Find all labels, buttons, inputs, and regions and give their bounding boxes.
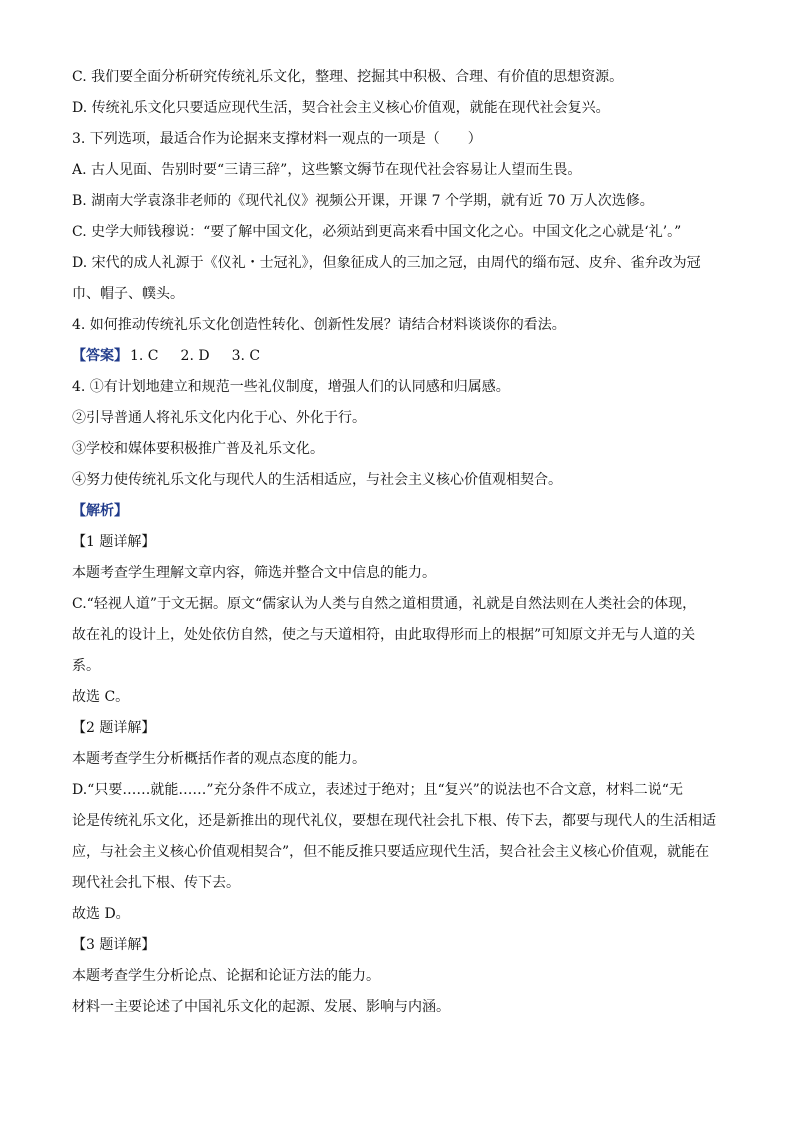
answer-2: 2. D (180, 348, 210, 364)
q1-line-4: 系。 (72, 658, 100, 674)
q3-detail-line-2: 材料一主要论述了中国礼乐文化的起源、发展、影响与内涵。 (72, 999, 450, 1015)
answer4-line-1: 4. ①有计划地建立和规范一些礼仪制度，增强人们的认同感和归属感。 (72, 379, 510, 395)
q1-line-2: C.“轻视人道”于文无据。原文“儒家认为人类与自然之道相贯通，礼就是自然法则在人类社会的体现， (72, 596, 697, 612)
q3-detail-line-1: 本题考查学生分析论点、论据和论证方法的能力。 (72, 968, 380, 984)
q3-option-d: D. 宋代的成人礼源于《仪礼・士冠礼》，但象征成人的三加之冠，由周代的缁布冠、皮弁、雀弁改为冠 (72, 255, 701, 271)
answer-row (72, 341, 722, 372)
option-d-line: D. 传统礼乐文化只要适应现代生活，契合社会主义核心价值观，就能在现代社会复兴。 (72, 100, 610, 116)
answer-3: 3. C (231, 348, 261, 364)
answer-label: 【答案】 (72, 348, 128, 364)
q3-heading: 【3 题详解】 (72, 937, 156, 953)
answer4-line-3: ③学校和媒体要积极推广普及礼乐文化。 (72, 441, 324, 457)
q2-line-6: 故选 D。 (72, 906, 130, 922)
answer-1: 1. C (130, 348, 159, 364)
q2-line-1: 本题考查学生分析概括作者的观点态度的能力。 (72, 751, 366, 767)
q1-line-1: 本题考查学生理解文章内容，筛选并整合文中信息的能力。 (72, 565, 436, 581)
document-page (72, 62, 722, 1023)
question-4: 4. 如何推动传统礼乐文化创造性转化、创新性发展？请结合材料谈谈你的看法。 (72, 317, 566, 333)
q2-line-3: 论是传统礼乐文化，还是新推出的现代礼仪，要想在现代社会扎下根、传下去，都要与现代人的生活相适 (72, 813, 716, 829)
q2-line-2: D.“只要……就能……”充分条件不成立，表述过于绝对；且“复兴”的说法也不合文意，材料二说“无 (72, 782, 683, 798)
analysis-label: 【解析】 (72, 503, 128, 519)
q1-line-3: 故在礼的设计上，处处依仿自然，使之与天道相符，由此取得形而上的根据”可知原文并无与人道的关 (72, 627, 696, 643)
q3-option-c: C. 史学大师钱穆说：“要了解中国文化，必须站到更高来看中国文化之心。中国文化之心就是‘礼’。” (72, 224, 682, 240)
q2-line-5: 现代社会扎下根、传下去。 (72, 875, 240, 891)
q3-option-b: B. 湖南大学袁涤非老师的《现代礼仪》视频公开课，开课 7 个学期，就有近 70 万人次选修。 (72, 193, 654, 209)
q1-heading: 【1 题详解】 (72, 534, 156, 550)
option-c-line: C. 我们要全面分析研究传统礼乐文化，整理、挖掘其中积极、合理、有价值的思想资源。 (72, 69, 624, 85)
q1-line-5: 故选 C。 (72, 689, 130, 705)
answer4-line-2: ②引导普通人将礼乐文化内化于心、外化于行。 (72, 410, 366, 426)
question-3: 3. 下列选项，最适合作为论据来支撑材料一观点的一项是（ ） (72, 131, 482, 147)
q3-option-a: A. 古人见面、告别时要“三请三辞”，这些繁文缛节在现代社会容易让人望而生畏。 (72, 162, 582, 178)
q2-heading: 【2 题详解】 (72, 720, 156, 736)
q3-option-d-cont: 巾、帽子、幞头。 (72, 286, 184, 302)
answer4-line-4: ④努力使传统礼乐文化与现代人的生活相适应，与社会主义核心价值观相契合。 (72, 472, 562, 488)
q2-line-4: 应，与社会主义核心价值观相契合”，但不能反推只要适应现代生活，契合社会主义核心价值观，就能在 (72, 844, 710, 860)
